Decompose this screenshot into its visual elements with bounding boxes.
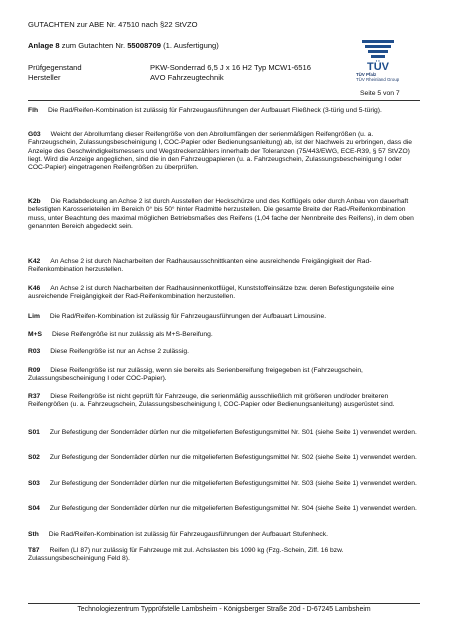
section-text: Diese Reifengröße ist nicht geprüft für Fahrzeuge, die serienmäßig ausschließlich mit größeren und/oder breiteren Reifengrößen (u. a. Fahrzeugschein, Zulassungsbescheinigung I, COC-Papier oder Bedienungsanleitung) ausgerüstet sind. bbox=[28, 393, 395, 409]
section-code: Flh bbox=[28, 107, 39, 114]
section-code: T87 bbox=[28, 547, 40, 554]
section-r09 bbox=[28, 367, 420, 384]
section-text: Die Rad/Reifen-Kombination ist zulässig für Fahrzeugausführungen der Aufbauart Limousine. bbox=[49, 313, 327, 320]
anlage-line bbox=[28, 41, 219, 51]
section-ms bbox=[28, 331, 420, 339]
section-k2b bbox=[28, 198, 420, 231]
section-text: Zur Befestigung der Sonderräder dürfen nur die mitgelieferten Befestigungsmittel Nr. S02 (siehe Seite 1) verwendet werden. bbox=[49, 454, 417, 461]
section-code: K46 bbox=[28, 285, 41, 292]
section-text: Diese Reifengröße ist nur an Achse 2 zulässig. bbox=[50, 348, 189, 355]
section-code: R37 bbox=[28, 393, 41, 400]
section-r03 bbox=[28, 348, 420, 356]
section-code: K42 bbox=[28, 258, 41, 265]
pruefgegenstand-label: Prüfgegenstand bbox=[28, 63, 82, 72]
footer-address: Technologiezentrum Typprüfstelle Lambsheim - Königsberger Straße 20d - D-67245 Lambsheim bbox=[77, 606, 371, 613]
section-code: S04 bbox=[28, 505, 40, 512]
section-g03 bbox=[28, 131, 420, 172]
section-text: Reifen (LI 87) nur zulässig für Fahrzeuge mit zul. Achslasten bis 1090 kg (Fzg.-Schein, Ziff. 16 bzw. Zulassungsbescheinigung Feld 8). bbox=[28, 547, 344, 563]
section-text: Die Rad/Reifen-Kombination ist zulässig für Fahrzeugausführungen der Aufbauart Stufenheck. bbox=[48, 531, 328, 538]
page-number: Seite 5 von 7 bbox=[360, 90, 400, 97]
hersteller-value: AVO Fahrzeugtechnik bbox=[150, 73, 224, 82]
section-text: Zur Befestigung der Sonderräder dürfen nur die mitgelieferten Befestigungsmittel Nr. S03 (siehe Seite 1) verwendet werden. bbox=[49, 480, 417, 487]
section-code: Lim bbox=[28, 313, 40, 320]
tuv-logo-line2: TÜV Rheinland Group bbox=[356, 77, 400, 82]
gutachten-number: 55008709 bbox=[127, 41, 161, 50]
section-code: K2b bbox=[28, 198, 41, 205]
section-text: Die Rad/Reifen-Kombination ist zulässig für Fahrzeugausführungen der Aufbauart Fließheck (3-türig und 5-türig). bbox=[48, 107, 382, 114]
tuv-brand-text: TÜV bbox=[367, 61, 389, 72]
ausfertigung: (1. Ausfertigung) bbox=[160, 41, 219, 50]
pruefgegenstand-value: PKW-Sonderrad 6,5 J x 16 H2 Typ MCW1-6516 bbox=[150, 63, 311, 72]
section-text: An Achse 2 ist durch Nacharbeiten der Radhausinnenkotflügel, Kunststoffeinsätze bzw. deren Befestigungsteile eine ausreichende Freigängigkeit der Rad-Reifenkombination herzustellen. bbox=[28, 285, 395, 301]
section-code: S03 bbox=[28, 480, 40, 487]
section-text: Diese Reifengröße ist nur zulässig, wenn sie bereits als Serienbereifung freigegeben ist (Fahrzeugschein, Zulassungsbescheinigung I oder COC-Papier). bbox=[28, 367, 363, 383]
tuv-logo-line1: TÜV Pfalz bbox=[356, 72, 377, 77]
section-sth bbox=[28, 531, 420, 539]
section-s03 bbox=[28, 480, 420, 488]
section-code: R03 bbox=[28, 348, 41, 355]
anlage-label: Anlage 8 bbox=[28, 41, 60, 50]
section-text: Zur Befestigung der Sonderräder dürfen nur die mitgelieferten Befestigungsmittel Nr. S01 (siehe Seite 1) verwendet werden. bbox=[49, 429, 417, 436]
gutachten-title: GUTACHTEN zur ABE Nr. 47510 nach §22 StVZO bbox=[28, 20, 198, 29]
section-text: Die Radabdeckung an Achse 2 ist durch Ausstellen der Heckschürze und des Kotflügels oder durch Anbau von dauerhaft befestigten Karosserieteilen im Bereich 0° bis 50° hinter Radmitte herzustellen. Die gesamte Breite der Rad-/Reifenkombination muss, unter Beachtung des maximal möglichen Betriebsmaßes des Reifens (1,04 fache der Nennbreite des Reifens), in dem oben genannten Bereich abgedeckt sein. bbox=[28, 198, 414, 230]
section-code: S02 bbox=[28, 454, 40, 461]
section-lim bbox=[28, 313, 420, 321]
section-text: Zur Befestigung der Sonderräder dürfen nur die mitgelieferten Befestigungsmittel Nr. S04 (siehe Seite 1) verwendet werden. bbox=[49, 505, 417, 512]
anlage-mid: zum Gutachten Nr. bbox=[59, 41, 128, 50]
section-code: G03 bbox=[28, 131, 41, 138]
footer-divider bbox=[28, 603, 420, 604]
section-s02 bbox=[28, 454, 420, 462]
section-text: An Achse 2 ist durch Nacharbeiten der Radhausausschnittkanten eine ausreichende Freigängigkeit der Rad-Reifenkombination herzustellen. bbox=[28, 258, 372, 274]
section-code: S01 bbox=[28, 429, 40, 436]
header-divider bbox=[28, 100, 420, 101]
section-t87 bbox=[28, 547, 420, 564]
hersteller-label: Hersteller bbox=[28, 73, 61, 82]
section-s04 bbox=[28, 505, 420, 513]
section-code: Sth bbox=[28, 531, 39, 538]
tuv-logo bbox=[356, 34, 408, 82]
section-text: Weicht der Abrollumfang dieser Reifengröße von den Abrollumfängen der serienmäßigen Reifengrößen (u. a. Fahrzeugschein, Zulassungsbescheinigung I, COC-Papier oder Bedienungsanleitung) ab, ist der Nachweis zu erbringen, dass die Anzeige des Geschwindigkeitsmessers und Wegstreckenzählers innerhalb der Toleranzen (75/443/EWG, ECE-R39, § 57 StVZO) liegt. Wird die Anzeige angeglichen, sind die in den Fahrzeugpapieren (u. a. Fahrzeugschein, Zulassungsbescheinigung I oder COC-Papier) eingetragenen Reifengrößen zu überprüfen. bbox=[28, 131, 413, 172]
section-code: M+S bbox=[28, 331, 42, 338]
section-r37 bbox=[28, 393, 420, 410]
tuv-logo-mark bbox=[356, 34, 400, 72]
section-k42 bbox=[28, 258, 420, 275]
section-code: R09 bbox=[28, 367, 41, 374]
section-flh bbox=[28, 107, 420, 115]
section-text: Diese Reifengröße ist nur zulässig als M+S-Bereifung. bbox=[51, 331, 213, 338]
section-k46 bbox=[28, 285, 420, 302]
section-s01 bbox=[28, 429, 420, 437]
